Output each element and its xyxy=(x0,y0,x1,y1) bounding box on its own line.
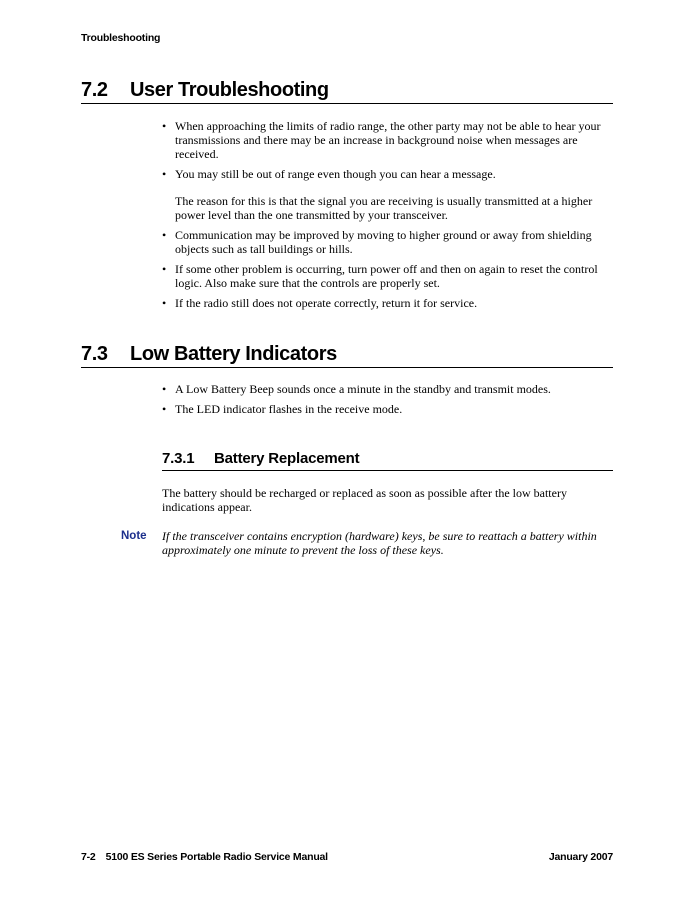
manual-title: 5100 ES Series Portable Radio Service Manual xyxy=(105,851,328,863)
running-header: Troubleshooting xyxy=(81,32,161,44)
list-item-text: The LED indicator flashes in the receive mode. xyxy=(175,402,403,416)
page-number: 7-2 xyxy=(81,851,96,863)
list-item xyxy=(162,402,614,416)
list-item-text: If the radio still does not operate correctly, return it for service. xyxy=(175,296,478,310)
subsection-heading-7-3-1 xyxy=(162,450,613,471)
subsection-title: Battery Replacement xyxy=(214,450,360,467)
list-item-text: Communication may be improved by moving to higher ground or away from shielding objects such as tall buildings or hills. xyxy=(175,228,592,256)
list-item-text: A Low Battery Beep sounds once a minute in the standby and transmit modes. xyxy=(175,382,551,396)
list-item xyxy=(162,262,614,290)
section-title: User Troubleshooting xyxy=(130,79,329,101)
list-item-text: You may still be out of range even though you can hear a message. xyxy=(175,167,496,181)
bullet-icon: • xyxy=(162,167,167,181)
bullet-icon: • xyxy=(162,119,167,133)
list-item xyxy=(162,382,614,396)
list-item xyxy=(162,119,614,161)
subsection-number: 7.3.1 xyxy=(162,450,195,467)
section-number: 7.2 xyxy=(81,79,108,101)
section-heading-7-3 xyxy=(81,342,613,368)
note-text: If the transceiver contains encryption (hardware) keys, be sure to reattach a battery within approximately one minute to prevent the loss of these keys. xyxy=(162,529,597,557)
troubleshooting-list xyxy=(162,119,614,316)
list-item xyxy=(162,228,614,256)
bullet-icon: • xyxy=(162,382,167,396)
section-heading-7-2 xyxy=(81,78,613,104)
bullet-icon: • xyxy=(162,262,167,276)
bullet-icon: • xyxy=(162,228,167,242)
bullet-icon: • xyxy=(162,296,167,310)
footer-left xyxy=(81,851,328,863)
note-label: Note xyxy=(121,530,147,542)
list-item-text: When approaching the limits of radio range, the other party may not be able to hear your transmissions and there may be an increase in background noise when messages are received. xyxy=(175,119,601,161)
list-item-followup: The reason for this is that the signal you are receiving is usually transmitted at a higher power level than the one transmitted by your transceiver. xyxy=(175,194,593,222)
footer-date: January 2007 xyxy=(548,851,613,863)
list-item xyxy=(162,167,614,222)
section-title: Low Battery Indicators xyxy=(130,343,337,365)
low-battery-list xyxy=(162,382,614,422)
list-item-text: If some other problem is occurring, turn power off and then on again to reset the control logic. Also make sure that the controls are properly set. xyxy=(175,262,598,290)
battery-replacement-paragraph: The battery should be recharged or replaced as soon as possible after the low battery indications appear. xyxy=(162,486,567,514)
bullet-icon: • xyxy=(162,402,167,416)
list-item xyxy=(162,296,614,310)
section-number: 7.3 xyxy=(81,343,108,365)
